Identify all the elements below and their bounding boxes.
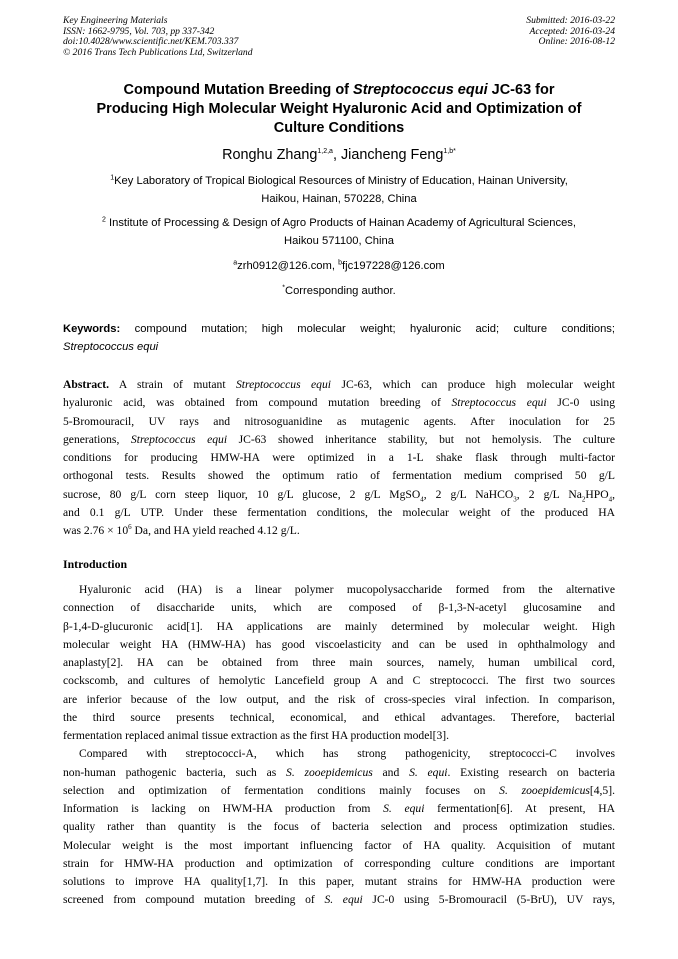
- body-text: and: [372, 765, 410, 779]
- abstract-text: orthogonal tests. Results showed the optimum ratio of fermentation medium comprised 50 g/L: [63, 469, 615, 483]
- submitted-date: Submitted: 2016-03-22: [526, 15, 615, 26]
- corr-sup: *: [282, 284, 285, 292]
- abstract-text: generations,: [63, 432, 131, 446]
- body-line: are inferior because of the low output, and the risk of cross-species viral infection. In comparison,: [63, 692, 615, 706]
- aff-sup: 2: [101, 216, 106, 224]
- corresponding-note: [40, 282, 638, 300]
- body-organism: S. equi: [383, 802, 425, 815]
- issn: ISSN: 1662-9795, Vol. 703, pp 337-342: [63, 25, 215, 37]
- body-line: cockscomb, and cultures of hemolytic Lancefield group A and C streptococci. The first two sources: [63, 674, 615, 688]
- keywords-text: compound mutation; high molecular weight; hyaluronic acid; culture conditions;: [120, 323, 615, 335]
- dates-info: [526, 16, 615, 48]
- section-heading-introduction: Introduction: [63, 557, 128, 571]
- affiliation-2: [40, 214, 638, 250]
- body-line: molecular weight HA (HMW-HA) has good viscoelasticity and can be used in ophthalmology and: [63, 637, 615, 651]
- abstract-text: ,: [612, 487, 615, 501]
- keywords: [63, 320, 615, 356]
- email-address: fjc197228@126.com: [341, 260, 445, 272]
- keywords-label: Keywords:: [63, 323, 121, 335]
- body-line: fermentation replaced animal tissue extraction as the first HA production model[3].: [63, 729, 450, 742]
- aff-text: Haikou 571100, China: [284, 235, 394, 247]
- abstract-label: Abstract.: [63, 378, 110, 391]
- abstract-text: JC-63, which can produce high molecular weight: [331, 378, 615, 391]
- abstract-text: JC-0 using: [546, 396, 616, 410]
- abstract-text: A strain of mutant: [109, 378, 236, 391]
- body-line: connection of disaccharide units, which are composed of β-1,3-N-acetyl glucosamine and: [63, 601, 615, 615]
- abstract-text: conditions for producing HMW-HA were optimized in a 1-L shake flask through multi-factor: [63, 451, 615, 464]
- subscript: 3: [513, 494, 517, 503]
- title-organism: Streptococcus equi: [353, 82, 488, 98]
- email-address: zrh0912@126.com,: [237, 260, 339, 272]
- abstract-text: Da, and HA yield reached 4.12 g/L.: [131, 524, 300, 537]
- body-text: . Existing research on bacteria: [447, 765, 616, 779]
- keywords-organism: Streptococcus equi: [63, 341, 159, 353]
- aff-text: Institute of Processing & Design of Agro Products of Hainan Academy of Agricultural Sciences,: [105, 217, 577, 229]
- journal-name: Key Engineering Materials: [63, 15, 168, 26]
- online-date: Online: 2016-08-12: [538, 36, 615, 47]
- abstract-organism: Streptococcus equi: [130, 432, 228, 446]
- title-text: Compound Mutation Breeding of: [123, 82, 354, 98]
- author-separator: ,: [332, 147, 341, 163]
- body-line: Hyaluronic acid (HA) is a linear polymer mucopolysaccharide formed from the alternative: [79, 583, 615, 596]
- body-line: Molecular weight is the most important influencing factor of HA quality. Acquisition of mutant: [63, 838, 615, 852]
- paragraph-2: [63, 745, 615, 909]
- body-line: strain for HMW-HA production and optimization of corresponding culture conditions are important: [63, 856, 615, 870]
- subscript: 4: [608, 494, 613, 503]
- email-sup: a: [233, 259, 238, 267]
- title-text: JC-63 for: [487, 82, 555, 98]
- abstract-text: hyaluronic acid, was obtained from compound mutation breeding of: [63, 396, 452, 410]
- abstract-text: and 0.1 g/L UTP. Under these fermentation conditions, the molecular weight of the produced HA: [63, 505, 615, 519]
- body-organism: S. zooepidemicus: [499, 783, 590, 797]
- body-line: the third source presents technical, economical, and ethical advantages. Therefore, bacterial: [63, 710, 615, 724]
- subscript: 2: [581, 494, 586, 503]
- abstract-text: HPO: [585, 487, 609, 501]
- email-sup: b: [338, 259, 342, 267]
- body-text: screened from compound mutation breeding of: [63, 893, 325, 907]
- body-text: non-human pathogenic bacteria, such as: [63, 765, 287, 779]
- doi: doi:10.4028/www.scientific.net/KEM.703.337: [63, 36, 239, 47]
- body-text: selection and optimization of fermentation conditions mainly focuses on: [63, 783, 500, 797]
- accepted-date: Accepted: 2016-03-24: [529, 25, 615, 37]
- abstract-text: , 2 g/L NaHCO: [423, 487, 514, 501]
- abstract-text: JC-63 showed inheritance stability, but not hemolysis. The culture: [227, 432, 615, 446]
- email-line: [40, 257, 638, 275]
- abstract-text: sucrose, 80 g/L corn steep liquor, 10 g/L glucose, 2 g/L MgSO: [63, 487, 421, 501]
- body-line: quality rather than quantity is the focus of bacteria selection and process optimization studies.: [63, 820, 615, 834]
- paragraph-1: [63, 581, 615, 745]
- subscript: 4: [420, 494, 424, 503]
- body-organism: S. equi: [324, 893, 363, 907]
- copyright: © 2016 Trans Tech Publications Ltd, Switzerland: [63, 46, 253, 58]
- author-name: Ronghu Zhang: [222, 147, 318, 163]
- abstract-organism: Streptococcus equi: [235, 378, 331, 391]
- paper-title: [40, 81, 638, 138]
- abstract-text: was 2.76 × 10: [63, 524, 129, 537]
- aff-text: Haikou, Hainan, 570228, China: [261, 193, 417, 205]
- author-sup: 1,b*: [443, 148, 456, 156]
- author-name: Jiancheng Feng: [340, 147, 444, 163]
- body-line: Compared with streptococci-A, which has strong pathogenicity, streptococci-C involves: [79, 747, 615, 761]
- body-text: JC-0 using 5-Bromouracil (5-BrU), UV rays,: [362, 893, 616, 907]
- title-line: Producing High Molecular Weight Hyaluronic Acid and Optimization of: [96, 101, 582, 117]
- superscript: 6: [128, 523, 132, 532]
- abstract: [63, 376, 615, 540]
- body-line: β-1,4-D-glucuronic acid[1]. HA applications are mainly determined by molecular weight. High: [63, 619, 615, 633]
- body-line: solutions to improve HA quality[1,7]. In this paper, mutant strains for HMW-HA production were: [63, 875, 615, 888]
- body-text: Information is lacking on HWM-HA production from: [63, 802, 384, 815]
- journal-info: [63, 16, 253, 58]
- body-organism: S. zooepidemicus: [286, 765, 373, 779]
- author-list: [40, 145, 638, 165]
- title-line: Culture Conditions: [273, 120, 405, 136]
- body-line: anaplasty[2]. HA can be obtained from three main sources, namely, human umbilical cord,: [63, 656, 615, 669]
- abstract-text: , 2 g/L Na: [516, 487, 582, 501]
- aff-text: Key Laboratory of Tropical Biological Resources of Ministry of Education, Hainan University,: [114, 175, 568, 187]
- body-text: fermentation[6]. At present, HA: [424, 802, 615, 815]
- corr-text: Corresponding author.: [285, 285, 396, 297]
- aff-sup: 1: [110, 174, 115, 182]
- affiliation-1: [40, 172, 638, 208]
- abstract-organism: Streptococcus equi: [451, 396, 547, 410]
- body-text: [4,5].: [589, 783, 615, 797]
- body-organism: S. equi: [409, 765, 448, 779]
- author-sup: 1,2,a: [317, 148, 333, 156]
- introduction-body: [63, 581, 615, 910]
- abstract-text: 5-Bromouracil, UV rays and nitrosoguanidine as mutagenic agents. After inoculation for 25: [63, 414, 615, 428]
